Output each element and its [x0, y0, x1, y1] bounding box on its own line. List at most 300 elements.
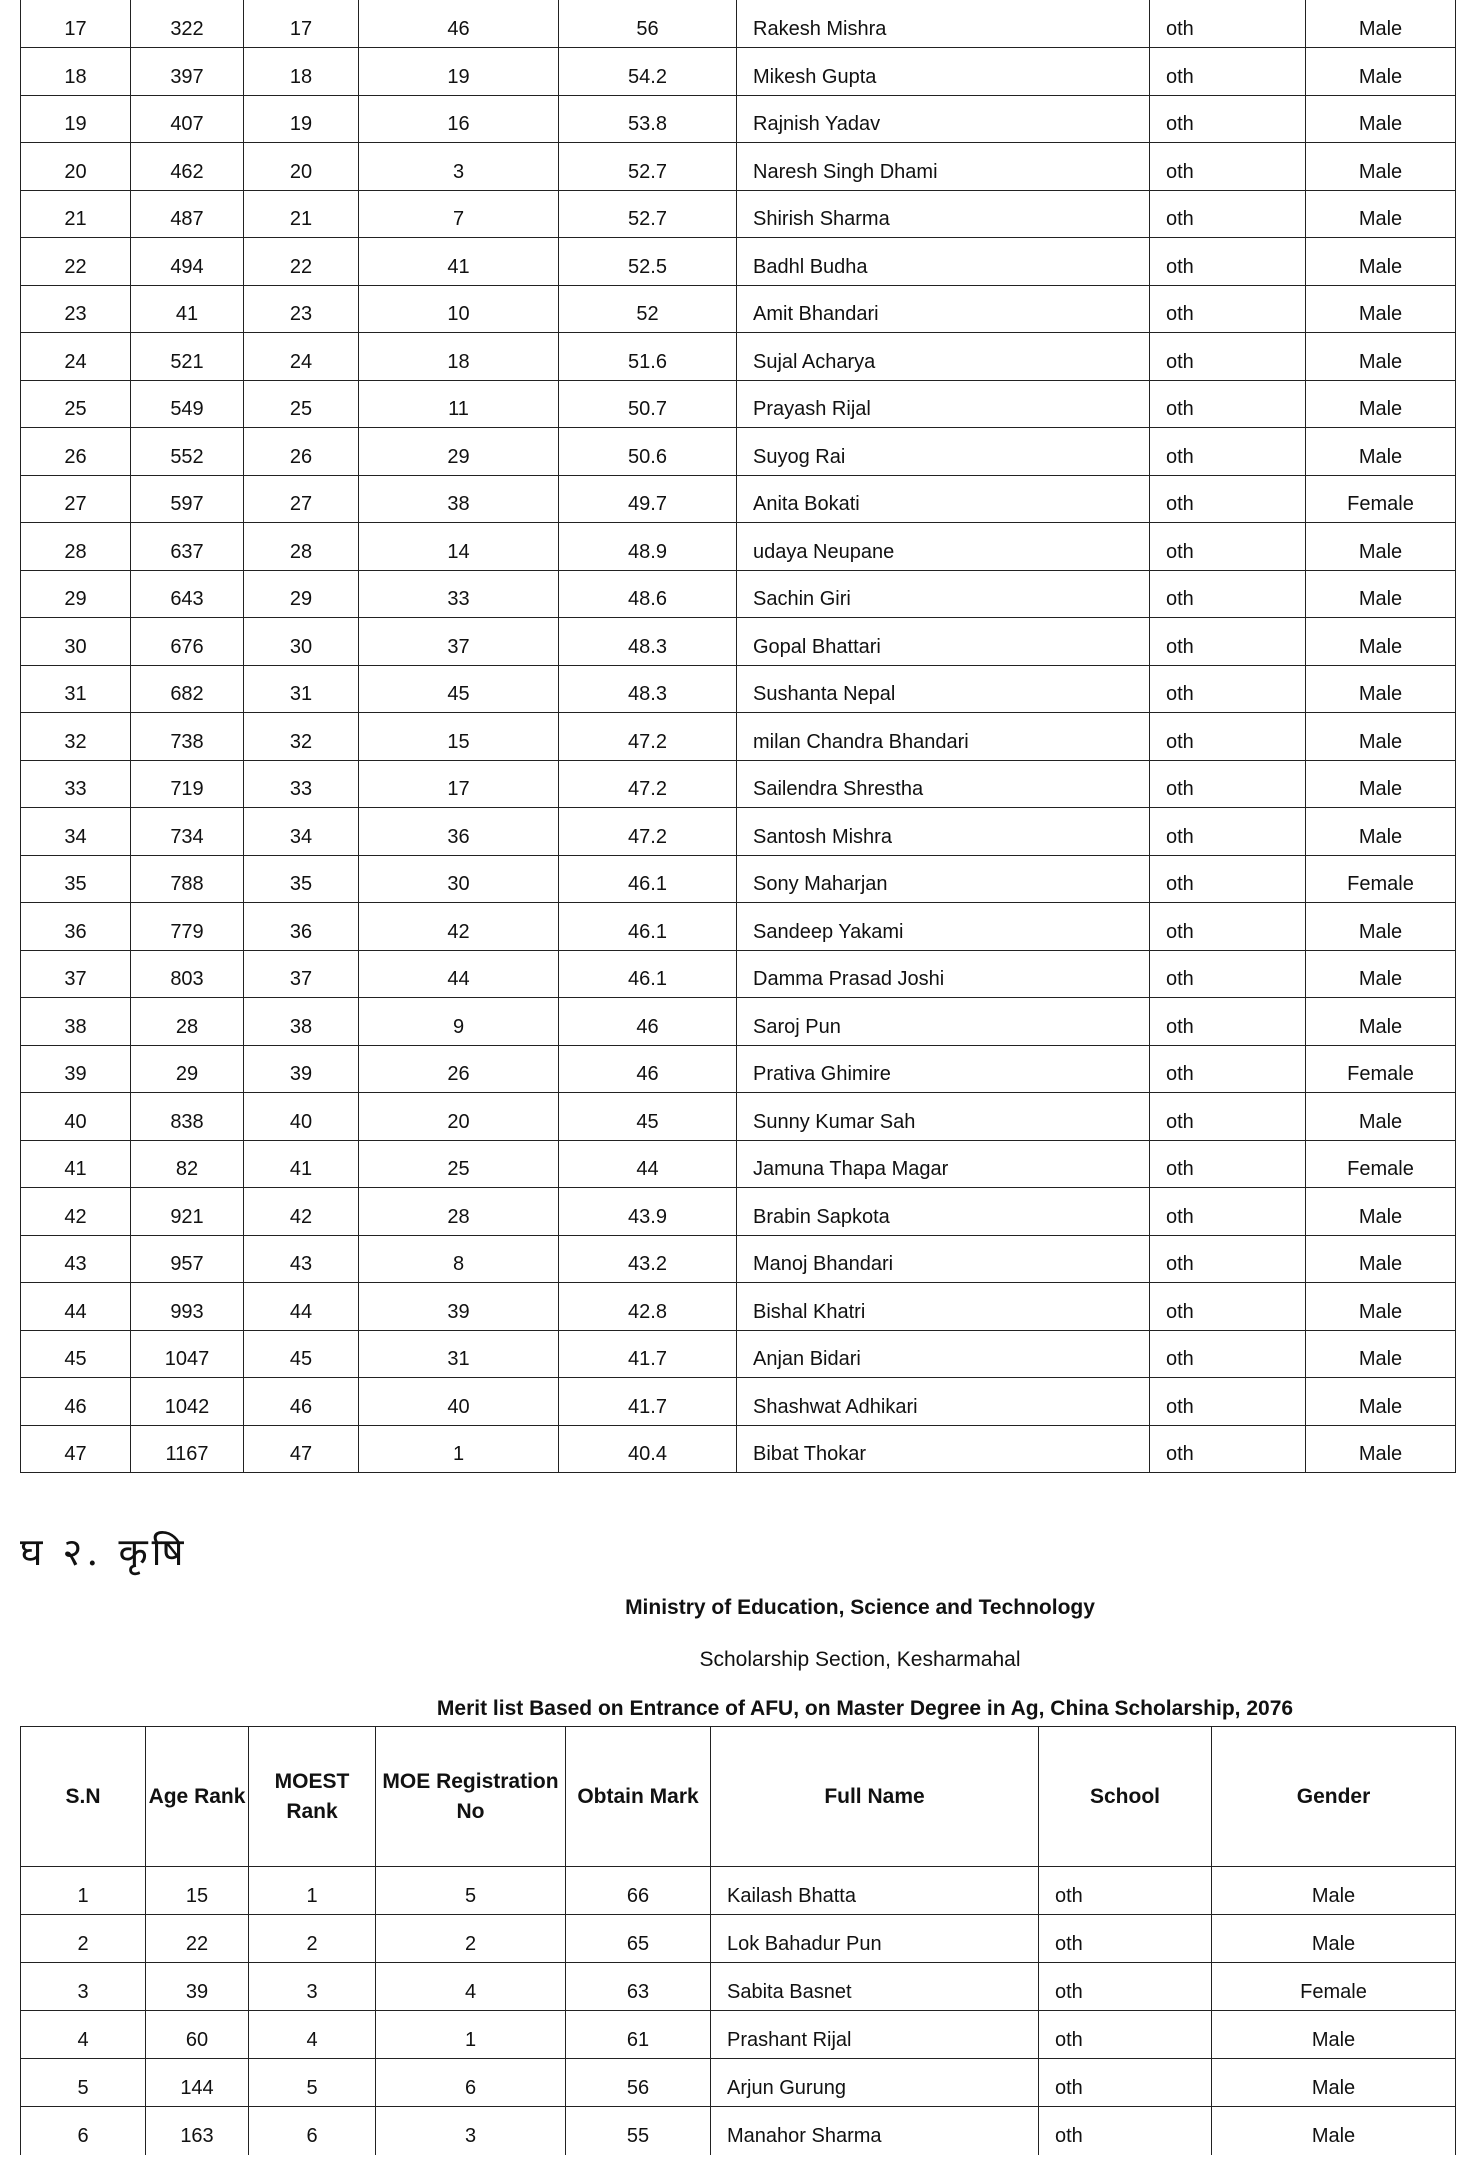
- cell-sn: 32: [21, 713, 131, 761]
- cell-gender: Male: [1306, 1188, 1456, 1236]
- cell-obtain-mark: 50.7: [559, 380, 737, 428]
- table-row: [21, 285, 1456, 333]
- cell-sn: 23: [21, 285, 131, 333]
- cell-moe-registration-no: 42: [359, 903, 559, 951]
- cell-school: oth: [1039, 1915, 1212, 1963]
- cell-moest-rank: 39: [244, 1045, 359, 1093]
- cell-age-rank: 552: [131, 428, 244, 476]
- cell-gender: Male: [1306, 903, 1456, 951]
- cell-age-rank: 597: [131, 475, 244, 523]
- cell-moe-registration-no: 10: [359, 285, 559, 333]
- cell-moe-registration-no: 41: [359, 238, 559, 286]
- cell-full-name: Mikesh Gupta: [737, 48, 1150, 96]
- cell-obtain-mark: 43.9: [559, 1188, 737, 1236]
- table-row: [21, 523, 1456, 571]
- cell-age-rank: 407: [131, 95, 244, 143]
- cell-sn: 33: [21, 760, 131, 808]
- cell-school: oth: [1150, 380, 1306, 428]
- cell-moe-registration-no: 19: [359, 48, 559, 96]
- cell-age-rank: 957: [131, 1235, 244, 1283]
- cell-sn: 40: [21, 1093, 131, 1141]
- cell-sn: 28: [21, 523, 131, 571]
- cell-age-rank: 41: [131, 285, 244, 333]
- cell-moest-rank: 4: [249, 2011, 376, 2059]
- cell-moe-registration-no: 16: [359, 95, 559, 143]
- cell-obtain-mark: 47.2: [559, 808, 737, 856]
- cell-sn: 43: [21, 1235, 131, 1283]
- col-header-sn: S.N: [21, 1727, 146, 1867]
- cell-gender: Male: [1306, 618, 1456, 666]
- cell-moe-registration-no: 26: [359, 1045, 559, 1093]
- cell-gender: Male: [1212, 2011, 1456, 2059]
- cell-moe-registration-no: 8: [359, 1235, 559, 1283]
- cell-full-name: Arjun Gurung: [711, 2059, 1039, 2107]
- cell-obtain-mark: 50.6: [559, 428, 737, 476]
- cell-full-name: Manahor Sharma: [711, 2107, 1039, 2155]
- cell-full-name: Kailash Bhatta: [711, 1867, 1039, 1915]
- cell-gender: Male: [1212, 1915, 1456, 1963]
- cell-moe-registration-no: 25: [359, 1140, 559, 1188]
- cell-age-rank: 838: [131, 1093, 244, 1141]
- cell-full-name: Sushanta Nepal: [737, 665, 1150, 713]
- cell-gender: Male: [1306, 1425, 1456, 1473]
- table-header-row: [21, 1727, 1456, 1867]
- cell-moest-rank: 47: [244, 1425, 359, 1473]
- section-heading-agriculture: घ २. कृषि: [20, 1530, 188, 1574]
- cell-moe-registration-no: 37: [359, 618, 559, 666]
- table-row: [21, 1378, 1456, 1426]
- cell-gender: Female: [1306, 1045, 1456, 1093]
- cell-moest-rank: 17: [244, 0, 359, 48]
- cell-gender: Male: [1306, 523, 1456, 571]
- cell-moe-registration-no: 17: [359, 760, 559, 808]
- cell-moe-registration-no: 45: [359, 665, 559, 713]
- cell-obtain-mark: 43.2: [559, 1235, 737, 1283]
- cell-gender: Male: [1212, 2059, 1456, 2107]
- cell-moest-rank: 19: [244, 95, 359, 143]
- cell-obtain-mark: 48.3: [559, 618, 737, 666]
- cell-moe-registration-no: 3: [376, 2107, 566, 2155]
- cell-age-rank: 788: [131, 855, 244, 903]
- cell-gender: Male: [1306, 570, 1456, 618]
- cell-gender: Male: [1306, 48, 1456, 96]
- cell-moe-registration-no: 1: [376, 2011, 566, 2059]
- cell-moe-registration-no: 20: [359, 1093, 559, 1141]
- cell-gender: Female: [1306, 855, 1456, 903]
- table-row: [21, 190, 1456, 238]
- cell-full-name: Manoj Bhandari: [737, 1235, 1150, 1283]
- cell-school: oth: [1150, 903, 1306, 951]
- cell-obtain-mark: 46.1: [559, 903, 737, 951]
- cell-moe-registration-no: 29: [359, 428, 559, 476]
- cell-sn: 44: [21, 1283, 131, 1331]
- cell-obtain-mark: 52.7: [559, 190, 737, 238]
- cell-school: oth: [1150, 1283, 1306, 1331]
- cell-moe-registration-no: 30: [359, 855, 559, 903]
- cell-gender: Male: [1306, 190, 1456, 238]
- cell-moest-rank: 36: [244, 903, 359, 951]
- cell-gender: Male: [1306, 1330, 1456, 1378]
- cell-full-name: Prashant Rijal: [711, 2011, 1039, 2059]
- cell-gender: Male: [1212, 2107, 1456, 2155]
- cell-sn: 20: [21, 143, 131, 191]
- cell-school: oth: [1150, 998, 1306, 1046]
- cell-age-rank: 15: [146, 1867, 249, 1915]
- col-header-age-rank: Age Rank: [146, 1727, 249, 1867]
- cell-moest-rank: 32: [244, 713, 359, 761]
- table-row: [21, 1867, 1456, 1915]
- cell-moe-registration-no: 1: [359, 1425, 559, 1473]
- cell-school: oth: [1150, 1140, 1306, 1188]
- cell-school: oth: [1150, 428, 1306, 476]
- cell-sn: 5: [21, 2059, 146, 2107]
- cell-moest-rank: 34: [244, 808, 359, 856]
- cell-school: oth: [1039, 2011, 1212, 2059]
- cell-sn: 24: [21, 333, 131, 381]
- cell-gender: Male: [1306, 808, 1456, 856]
- cell-gender: Male: [1306, 1378, 1456, 1426]
- cell-obtain-mark: 44: [559, 1140, 737, 1188]
- cell-sn: 29: [21, 570, 131, 618]
- cell-obtain-mark: 52: [559, 285, 737, 333]
- table-row: [21, 998, 1456, 1046]
- cell-moe-registration-no: 14: [359, 523, 559, 571]
- cell-sn: 42: [21, 1188, 131, 1236]
- cell-age-rank: 28: [131, 998, 244, 1046]
- cell-gender: Male: [1306, 95, 1456, 143]
- cell-moest-rank: 3: [249, 1963, 376, 2011]
- table-row: [21, 1045, 1456, 1093]
- cell-moest-rank: 30: [244, 618, 359, 666]
- table-row: [21, 333, 1456, 381]
- cell-moest-rank: 44: [244, 1283, 359, 1331]
- table-row: [21, 808, 1456, 856]
- cell-gender: Male: [1306, 428, 1456, 476]
- cell-school: oth: [1150, 190, 1306, 238]
- cell-gender: Female: [1306, 1140, 1456, 1188]
- cell-age-rank: 22: [146, 1915, 249, 1963]
- table-row: [21, 48, 1456, 96]
- cell-moe-registration-no: 6: [376, 2059, 566, 2107]
- cell-moest-rank: 28: [244, 523, 359, 571]
- cell-school: oth: [1150, 475, 1306, 523]
- cell-moest-rank: 27: [244, 475, 359, 523]
- table-row: [21, 2059, 1456, 2107]
- cell-sn: 34: [21, 808, 131, 856]
- cell-gender: Male: [1306, 0, 1456, 48]
- cell-obtain-mark: 46.1: [559, 950, 737, 998]
- col-header-moe-registration-no: MOE Registration No: [376, 1727, 566, 1867]
- cell-full-name: Bishal Khatri: [737, 1283, 1150, 1331]
- col-header-full-name: Full Name: [711, 1727, 1039, 1867]
- table-row: [21, 2107, 1456, 2155]
- table-row: [21, 143, 1456, 191]
- cell-sn: 27: [21, 475, 131, 523]
- cell-school: oth: [1150, 0, 1306, 48]
- cell-age-rank: 521: [131, 333, 244, 381]
- cell-obtain-mark: 48.9: [559, 523, 737, 571]
- col-header-obtain-mark: Obtain Mark: [566, 1727, 711, 1867]
- cell-full-name: Prayash Rijal: [737, 380, 1150, 428]
- cell-moe-registration-no: 28: [359, 1188, 559, 1236]
- table-row: [21, 1963, 1456, 2011]
- cell-sn: 1: [21, 1867, 146, 1915]
- cell-full-name: Shirish Sharma: [737, 190, 1150, 238]
- cell-moest-rank: 42: [244, 1188, 359, 1236]
- cell-school: oth: [1150, 950, 1306, 998]
- table-row: [21, 380, 1456, 428]
- cell-full-name: Prativa Ghimire: [737, 1045, 1150, 1093]
- cell-school: oth: [1150, 1425, 1306, 1473]
- cell-moest-rank: 33: [244, 760, 359, 808]
- cell-moest-rank: 35: [244, 855, 359, 903]
- cell-age-rank: 487: [131, 190, 244, 238]
- cell-full-name: Sony Maharjan: [737, 855, 1150, 903]
- table-row: [21, 1283, 1456, 1331]
- cell-school: oth: [1150, 855, 1306, 903]
- cell-moe-registration-no: 4: [376, 1963, 566, 2011]
- cell-moest-rank: 20: [244, 143, 359, 191]
- cell-age-rank: 82: [131, 1140, 244, 1188]
- cell-full-name: Gopal Bhattari: [737, 618, 1150, 666]
- merit-table-continued: [20, 0, 1456, 1473]
- cell-school: oth: [1150, 95, 1306, 143]
- cell-full-name: Sailendra Shrestha: [737, 760, 1150, 808]
- cell-obtain-mark: 46: [559, 998, 737, 1046]
- cell-moest-rank: 43: [244, 1235, 359, 1283]
- cell-moest-rank: 31: [244, 665, 359, 713]
- cell-age-rank: 993: [131, 1283, 244, 1331]
- cell-full-name: udaya Neupane: [737, 523, 1150, 571]
- cell-age-rank: 322: [131, 0, 244, 48]
- cell-moest-rank: 29: [244, 570, 359, 618]
- cell-sn: 19: [21, 95, 131, 143]
- cell-school: oth: [1150, 285, 1306, 333]
- cell-school: oth: [1150, 1093, 1306, 1141]
- cell-sn: 45: [21, 1330, 131, 1378]
- table-row: [21, 0, 1456, 48]
- cell-sn: 47: [21, 1425, 131, 1473]
- cell-gender: Male: [1306, 950, 1456, 998]
- cell-obtain-mark: 47.2: [559, 760, 737, 808]
- cell-full-name: Amit Bhandari: [737, 285, 1150, 333]
- cell-sn: 26: [21, 428, 131, 476]
- cell-gender: Male: [1306, 1283, 1456, 1331]
- table-row: [21, 1140, 1456, 1188]
- cell-gender: Male: [1306, 1235, 1456, 1283]
- cell-age-rank: 734: [131, 808, 244, 856]
- cell-obtain-mark: 65: [566, 1915, 711, 1963]
- cell-full-name: Sachin Giri: [737, 570, 1150, 618]
- cell-obtain-mark: 53.8: [559, 95, 737, 143]
- table-row: [21, 855, 1456, 903]
- cell-gender: Male: [1306, 998, 1456, 1046]
- cell-full-name: Shashwat Adhikari: [737, 1378, 1150, 1426]
- merit-list-title: Merit list Based on Entrance of AFU, on Master Degree in Ag, China Scholarship, 2076: [436, 1697, 1294, 1720]
- cell-obtain-mark: 56: [566, 2059, 711, 2107]
- cell-moe-registration-no: 3: [359, 143, 559, 191]
- ministry-title: Ministry of Education, Science and Technology: [625, 1596, 1095, 1619]
- cell-gender: Male: [1306, 285, 1456, 333]
- cell-sn: 18: [21, 48, 131, 96]
- cell-school: oth: [1150, 760, 1306, 808]
- table-row: [21, 570, 1456, 618]
- cell-sn: 25: [21, 380, 131, 428]
- cell-full-name: Badhl Budha: [737, 238, 1150, 286]
- cell-moest-rank: 21: [244, 190, 359, 238]
- col-header-gender: Gender: [1212, 1727, 1456, 1867]
- table-row: [21, 618, 1456, 666]
- cell-moest-rank: 26: [244, 428, 359, 476]
- cell-moest-rank: 6: [249, 2107, 376, 2155]
- cell-sn: 46: [21, 1378, 131, 1426]
- cell-obtain-mark: 56: [559, 0, 737, 48]
- cell-gender: Male: [1306, 713, 1456, 761]
- col-header-school: School: [1039, 1727, 1212, 1867]
- cell-school: oth: [1150, 1378, 1306, 1426]
- cell-school: oth: [1150, 238, 1306, 286]
- cell-moe-registration-no: 40: [359, 1378, 559, 1426]
- cell-moe-registration-no: 18: [359, 333, 559, 381]
- cell-sn: 35: [21, 855, 131, 903]
- table-row: [21, 238, 1456, 286]
- cell-school: oth: [1039, 1867, 1212, 1915]
- cell-obtain-mark: 41.7: [559, 1330, 737, 1378]
- cell-school: oth: [1150, 1045, 1306, 1093]
- cell-full-name: Damma Prasad Joshi: [737, 950, 1150, 998]
- cell-age-rank: 719: [131, 760, 244, 808]
- cell-school: oth: [1150, 808, 1306, 856]
- cell-moest-rank: 40: [244, 1093, 359, 1141]
- cell-age-rank: 1047: [131, 1330, 244, 1378]
- table-row: [21, 950, 1456, 998]
- cell-moest-rank: 23: [244, 285, 359, 333]
- cell-moest-rank: 22: [244, 238, 359, 286]
- cell-obtain-mark: 52.7: [559, 143, 737, 191]
- cell-full-name: Sujal Acharya: [737, 333, 1150, 381]
- cell-moe-registration-no: 38: [359, 475, 559, 523]
- table-row: [21, 1188, 1456, 1236]
- cell-moe-registration-no: 36: [359, 808, 559, 856]
- cell-sn: 21: [21, 190, 131, 238]
- cell-school: oth: [1150, 1235, 1306, 1283]
- cell-obtain-mark: 49.7: [559, 475, 737, 523]
- cell-gender: Female: [1306, 475, 1456, 523]
- cell-sn: 41: [21, 1140, 131, 1188]
- cell-sn: 3: [21, 1963, 146, 2011]
- cell-full-name: Lok Bahadur Pun: [711, 1915, 1039, 1963]
- cell-age-rank: 494: [131, 238, 244, 286]
- cell-obtain-mark: 66: [566, 1867, 711, 1915]
- cell-full-name: milan Chandra Bhandari: [737, 713, 1150, 761]
- cell-sn: 22: [21, 238, 131, 286]
- cell-sn: 38: [21, 998, 131, 1046]
- cell-moe-registration-no: 31: [359, 1330, 559, 1378]
- cell-moest-rank: 24: [244, 333, 359, 381]
- cell-obtain-mark: 63: [566, 1963, 711, 2011]
- cell-gender: Male: [1306, 665, 1456, 713]
- cell-moest-rank: 38: [244, 998, 359, 1046]
- cell-age-rank: 144: [146, 2059, 249, 2107]
- cell-age-rank: 39: [146, 1963, 249, 2011]
- table-row: [21, 1235, 1456, 1283]
- cell-gender: Male: [1306, 1093, 1456, 1141]
- cell-moe-registration-no: 15: [359, 713, 559, 761]
- table-row: [21, 760, 1456, 808]
- cell-age-rank: 1042: [131, 1378, 244, 1426]
- cell-school: oth: [1150, 1188, 1306, 1236]
- cell-moest-rank: 25: [244, 380, 359, 428]
- cell-gender: Male: [1212, 1867, 1456, 1915]
- cell-age-rank: 643: [131, 570, 244, 618]
- cell-moe-registration-no: 39: [359, 1283, 559, 1331]
- cell-sn: 37: [21, 950, 131, 998]
- cell-school: oth: [1150, 143, 1306, 191]
- cell-sn: 39: [21, 1045, 131, 1093]
- table-row: [21, 428, 1456, 476]
- cell-sn: 2: [21, 1915, 146, 1963]
- cell-moest-rank: 37: [244, 950, 359, 998]
- table-row: [21, 1915, 1456, 1963]
- cell-moe-registration-no: 7: [359, 190, 559, 238]
- cell-age-rank: 1167: [131, 1425, 244, 1473]
- cell-full-name: Sabita Basnet: [711, 1963, 1039, 2011]
- cell-obtain-mark: 46.1: [559, 855, 737, 903]
- cell-school: oth: [1150, 333, 1306, 381]
- cell-moest-rank: 41: [244, 1140, 359, 1188]
- cell-sn: 36: [21, 903, 131, 951]
- table-row: [21, 665, 1456, 713]
- table-row: [21, 1093, 1456, 1141]
- cell-school: oth: [1150, 523, 1306, 571]
- cell-gender: Male: [1306, 380, 1456, 428]
- cell-gender: Male: [1306, 333, 1456, 381]
- cell-gender: Male: [1306, 760, 1456, 808]
- cell-obtain-mark: 54.2: [559, 48, 737, 96]
- table-row: [21, 1425, 1456, 1473]
- cell-age-rank: 637: [131, 523, 244, 571]
- cell-school: oth: [1150, 713, 1306, 761]
- cell-obtain-mark: 61: [566, 2011, 711, 2059]
- cell-full-name: Santosh Mishra: [737, 808, 1150, 856]
- col-header-moest-rank: MOEST Rank: [249, 1727, 376, 1867]
- cell-moe-registration-no: 5: [376, 1867, 566, 1915]
- cell-age-rank: 29: [131, 1045, 244, 1093]
- cell-full-name: Jamuna Thapa Magar: [737, 1140, 1150, 1188]
- cell-gender: Female: [1212, 1963, 1456, 2011]
- cell-moest-rank: 18: [244, 48, 359, 96]
- cell-sn: 6: [21, 2107, 146, 2155]
- cell-full-name: Sunny Kumar Sah: [737, 1093, 1150, 1141]
- cell-age-rank: 676: [131, 618, 244, 666]
- cell-school: oth: [1150, 618, 1306, 666]
- cell-sn: 31: [21, 665, 131, 713]
- cell-age-rank: 779: [131, 903, 244, 951]
- cell-school: oth: [1150, 1330, 1306, 1378]
- cell-school: oth: [1039, 1963, 1212, 2011]
- cell-moest-rank: 5: [249, 2059, 376, 2107]
- cell-obtain-mark: 52.5: [559, 238, 737, 286]
- cell-obtain-mark: 47.2: [559, 713, 737, 761]
- cell-moe-registration-no: 44: [359, 950, 559, 998]
- cell-obtain-mark: 42.8: [559, 1283, 737, 1331]
- cell-age-rank: 60: [146, 2011, 249, 2059]
- table-row: [21, 2011, 1456, 2059]
- cell-full-name: Bibat Thokar: [737, 1425, 1150, 1473]
- cell-age-rank: 921: [131, 1188, 244, 1236]
- cell-obtain-mark: 48.3: [559, 665, 737, 713]
- cell-obtain-mark: 55: [566, 2107, 711, 2155]
